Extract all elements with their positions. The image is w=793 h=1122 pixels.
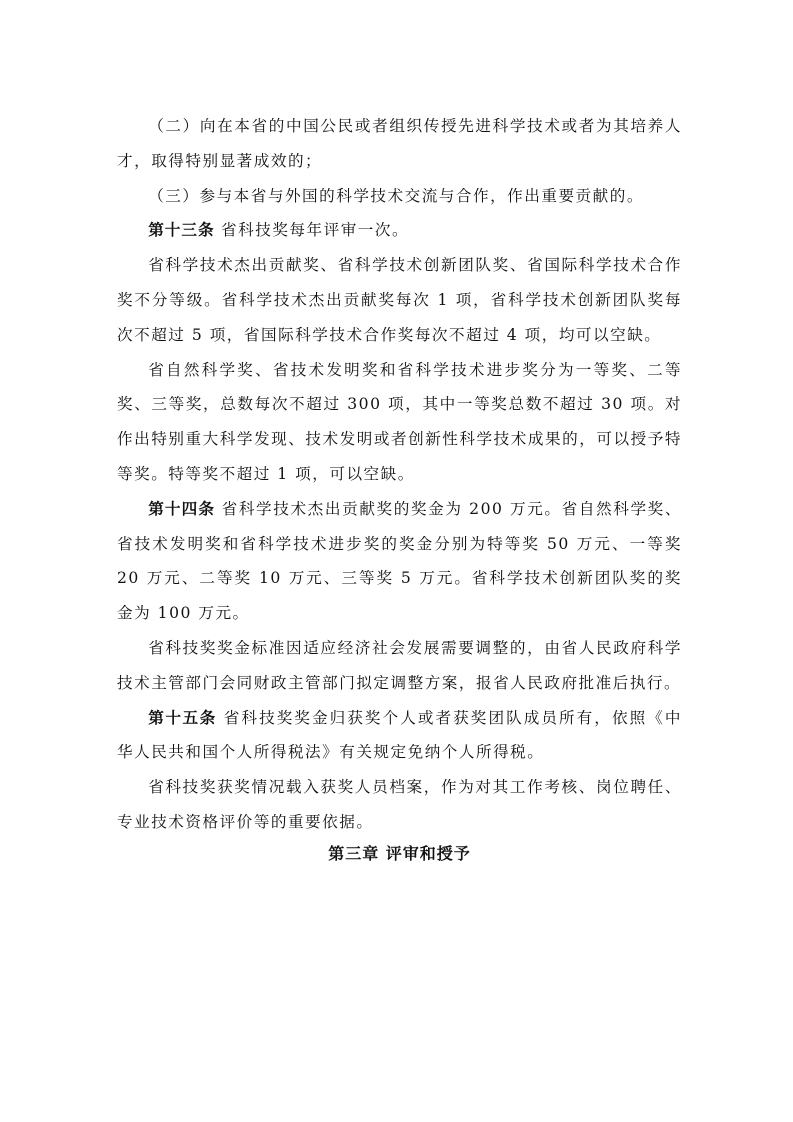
article-number: 第十三条 [148,220,215,240]
paragraph-text: （二）向在本省的中国公民或者组织传授先进科学技术或者为其培养人才，取得特别显著成效的； [117,117,682,170]
article-number: 第十五条 [148,707,217,727]
paragraph [117,770,682,840]
paragraph [117,492,682,631]
paragraph [117,213,682,248]
paragraph-text: 省科技奖每年评审一次。 [221,221,410,240]
paragraph-text: （三）参与本省与外国的科学技术交流与合作，作出重要贡献的。 [148,186,644,205]
document-body [117,109,682,874]
paragraph-text: 省自然科学奖、省技术发明奖和省科学技术进步奖分为一等奖、二等奖、三等奖，总数每次不超过 300 项，其中一等奖总数不超过 30 项。对作出特别重大科学发现、技术发明或者创新性科学技术成果的，可以授予特等奖。特等奖不超过 1 项，可以空缺。 [117,360,682,483]
paragraph [117,701,682,771]
paragraph-text: 省科技奖奖金归获奖个人或者获奖团队成员所有，依照《中华人民共和国个人所得税法》有关规定免纳个人所得税。 [117,708,682,762]
paragraph [117,179,682,214]
paragraph-text: 省科技奖获奖情况载入获奖人员档案，作为对其工作考核、岗位聘任、专业技术资格评价等的重要依据。 [117,778,682,831]
article-number: 第十四条 [148,498,216,518]
paragraph-text: 省科学技术杰出贡献奖、省科学技术创新团队奖、省国际科学技术合作奖不分等级。省科学技术杰出贡献奖每次 1 项，省科学技术创新团队奖每次不超过 5 项，省国际科学技术合作奖每次不超过 4 项，均可以空缺。 [117,256,682,344]
paragraph-text: 省科技奖奖金标准因适应经济社会发展需要调整的，由省人民政府科学技术主管部门会同财政主管部门拟定调整方案，报省人民政府批准后执行。 [117,638,682,692]
paragraph-text: 省科学技术杰出贡献奖的奖金为 200 万元。省自然科学奖、省技术发明奖和省科学技术进步奖的奖金分别为特等奖 50 万元、一等奖 20 万元、二等奖 10 万元、三等奖 5 万元。省科学技术创新团队奖的奖金为 100 万元。 [117,499,682,623]
paragraph [117,248,682,352]
paragraph [117,353,682,492]
chapter-heading: 第三章 评审和授予 [328,843,471,863]
paragraph [117,631,682,701]
paragraph [117,109,682,179]
